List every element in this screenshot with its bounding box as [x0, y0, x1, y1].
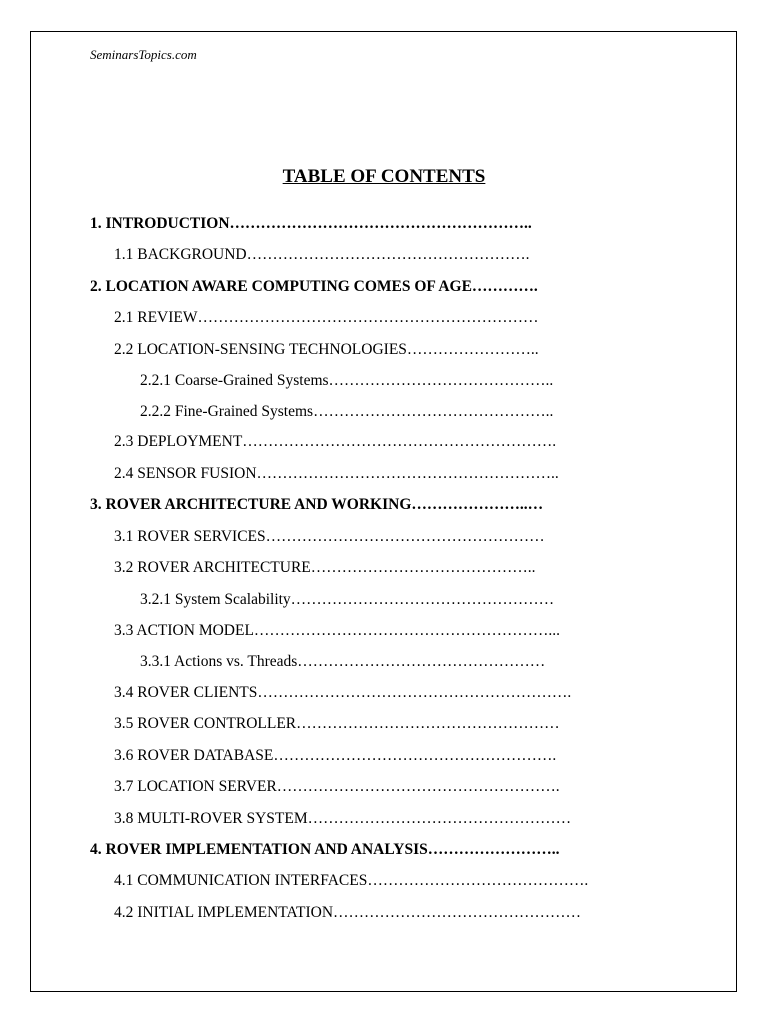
toc-entry: 2.2.2 Fine-Grained Systems……………………………………….. — [140, 403, 554, 420]
toc-entry: 3.1 ROVER SERVICES……………………………………………… — [114, 528, 545, 545]
toc-entry: 3.3.1 Actions vs. Threads………………………………………… — [140, 653, 546, 670]
toc-entry: 3.4 ROVER CLIENTS……………………………………………………. — [114, 684, 572, 701]
toc-entry: 3.5 ROVER CONTROLLER…………………………………………… — [114, 715, 560, 732]
toc-entry: 2.3 DEPLOYMENT……………………………………………………. — [114, 433, 557, 450]
toc-entry: 2. LOCATION AWARE COMPUTING COMES OF AGE…………. — [90, 278, 538, 295]
toc-entry: 2.4 SENSOR FUSION………………………………………………….. — [114, 465, 559, 482]
toc-entry: 1. INTRODUCTION………………………………………………….. — [90, 215, 532, 232]
toc-entry: 3.7 LOCATION SERVER………………………………………………. — [114, 778, 560, 795]
toc-entry: 2.2.1 Coarse-Grained Systems…………………………………….. — [140, 372, 554, 389]
toc-title: TABLE OF CONTENTS — [282, 166, 486, 187]
toc-entry: 3.8 MULTI-ROVER SYSTEM…………………………………………… — [114, 810, 572, 827]
toc-entry: 1.1 BACKGROUND………………………………………………. — [114, 246, 530, 263]
site-header: SeminarsTopics.com — [90, 47, 197, 62]
toc-entry: 4.1 COMMUNICATION INTERFACES……………………………………. — [114, 872, 589, 889]
toc-entry: 3.2.1 System Scalability…………………………………………… — [140, 591, 555, 608]
toc-entry: 3. ROVER ARCHITECTURE AND WORKING…………………..… — [90, 496, 544, 513]
toc-entry: 4.2 INITIAL IMPLEMENTATION………………………………………… — [114, 904, 582, 921]
toc-entry: 3.3 ACTION MODEL…………………………………………………... — [114, 622, 561, 639]
toc-entry: 4. ROVER IMPLEMENTATION AND ANALYSIS…………………….. — [90, 841, 560, 858]
toc-entry: 3.6 ROVER DATABASE………………………………………………. — [114, 747, 557, 764]
toc-entry: 2.1 REVIEW………………………………………………………… — [114, 309, 539, 326]
toc-entry: 2.2 LOCATION-SENSING TECHNOLOGIES…………………….. — [114, 341, 539, 358]
toc-entry: 3.2 ROVER ARCHITECTURE…………………………………….. — [114, 559, 536, 576]
